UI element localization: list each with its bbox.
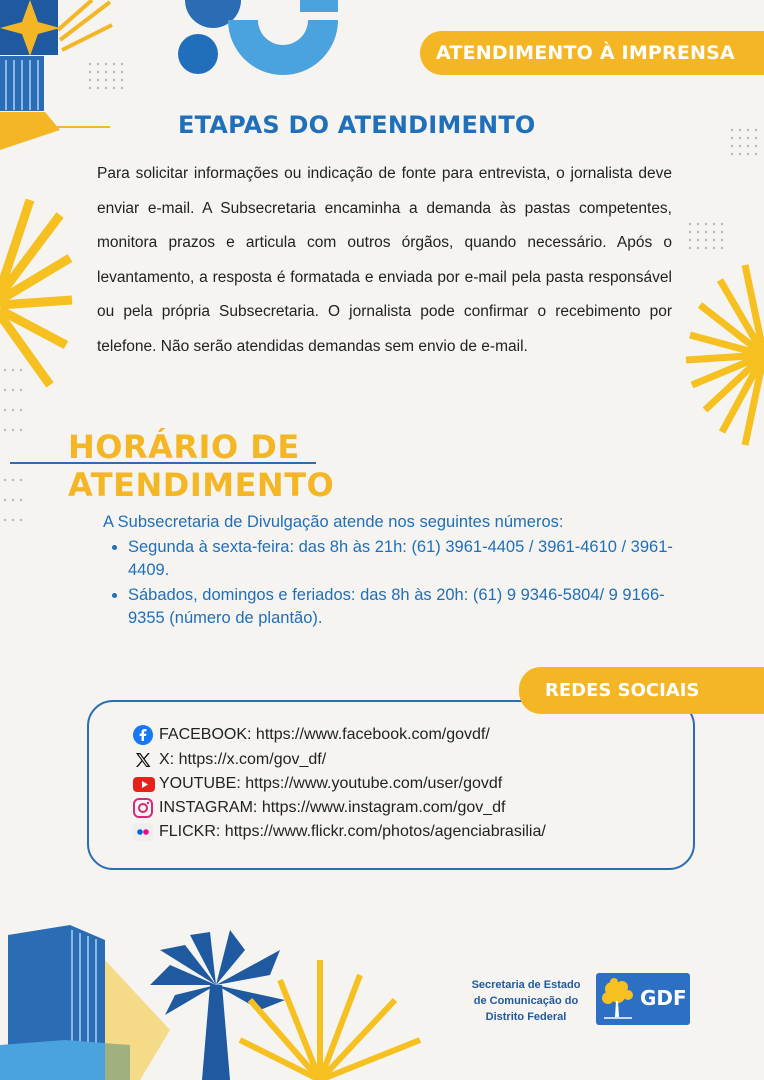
gdf-logo [596,973,690,1025]
footer-line1: Secretaria de Estado [471,979,581,991]
header-badge: ATENDIMENTO À IMPRENSA [420,31,764,75]
x-icon [133,750,153,770]
instagram-icon [133,798,153,818]
steps-title: ETAPAS DO ATENDIMENTO [178,111,536,139]
social-item-text: INSTAGRAM: https://www.instagram.com/gov_df [159,799,506,816]
steps-body: Para solicitar informações ou indicação de fonte para entrevista, o jornalista deve enviar e-mail. A Subsecretaria encaminha a demanda às pastas competentes, monitora prazos e articula com outros órgãos, quando necessário. Após o levantamento, a resposta é formatada e enviada por e-mail pela pasta responsável ou pela própria Subsecretaria. O jornalista pode confirmar o recebimento por telefone. Não serão atendidas demandas sem envio de e-mail. [97,165,672,355]
youtube-icon [133,774,153,794]
hours-title-line1: HORÁRIO DE [68,428,300,466]
facebook-icon [133,725,153,745]
social-item-text: FACEBOOK: https://www.facebook.com/govdf/ [159,726,490,743]
hours-list [108,536,698,632]
hours-intro: A Subsecretaria de Divulgação atende nos seguintes números: [103,513,564,531]
social-item-text: FLICKR: https://www.flickr.com/photos/agenciabrasilia/ [159,823,546,840]
hours-title-line2: ATENDIMENTO [68,466,335,504]
footer-agency-name [462,977,590,1025]
social-item-x[interactable] [133,750,326,770]
social-item-text: YOUTUBE: https://www.youtube.com/user/govdf [159,775,503,792]
footer-line3: Distrito Federal [485,1011,567,1023]
ipe-tree-icon [596,973,640,1025]
social-item-youtube[interactable] [133,774,502,794]
footer-line2: de Comunicação do [473,995,579,1007]
social-title: REDES SOCIAIS [519,667,764,714]
flickr-icon [133,822,153,842]
social-item-text: X: https://x.com/gov_df/ [159,751,327,768]
hours-item-weekdays: • Segunda à sexta-feira: das 8h às 21h: (61) 3961-4405 / 3961-4610 / 3961-4409. [128,536,698,582]
gdf-label: GDF [640,986,687,1010]
social-item-facebook[interactable] [133,725,490,745]
social-item-flickr[interactable] [133,822,546,842]
social-item-instagram[interactable] [133,798,505,818]
hours-item-weekends: • Sábados, domingos e feriados: das 8h às 20h: (61) 9 9346-5804/ 9 9166-9355 (número de plantão). [128,584,698,630]
hours-title [68,428,334,504]
